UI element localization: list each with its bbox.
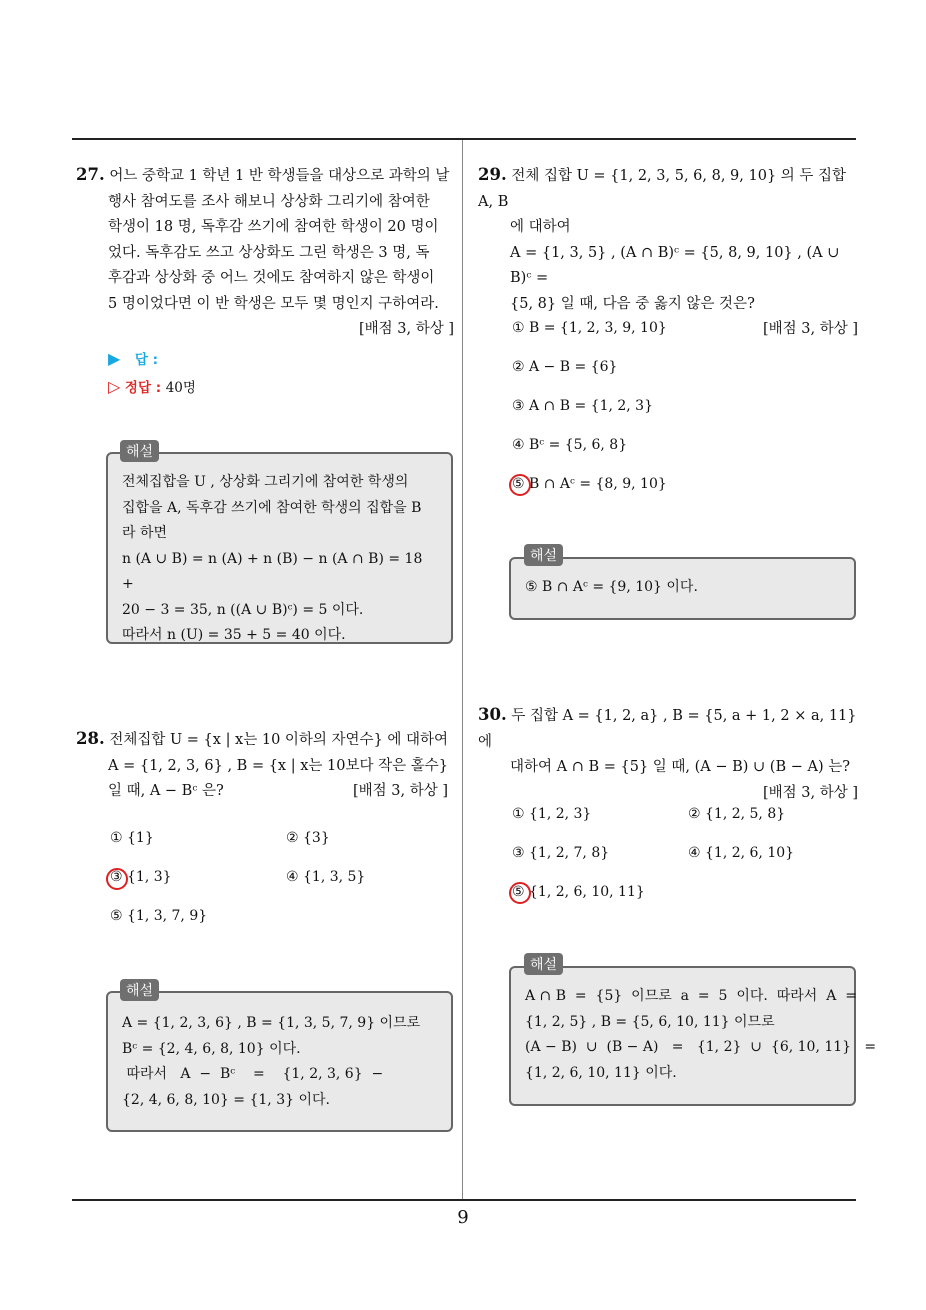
choice-1[interactable]: ① {1, 2, 3}	[512, 806, 592, 822]
choice-number: ⑤	[512, 476, 525, 492]
question-number: 27.	[76, 165, 105, 184]
explanation-line: 라 하면	[122, 525, 168, 541]
choice-5[interactable]: ⑤ {1, 3, 7, 9}	[110, 908, 208, 924]
question-text-line: A = {1, 2, 3, 6} , B = {x | x는 10보다 작은 홀수}	[108, 757, 448, 774]
question-number: 29.	[478, 165, 507, 184]
choice-4[interactable]: ④ {1, 3, 5}	[286, 869, 366, 885]
score-label: [배점 3, 하상 ]	[762, 321, 858, 337]
explanation-tag: 해설	[524, 544, 563, 566]
question-text-line: 일 때, A − Bᶜ 은?	[108, 783, 224, 799]
explanation-line: Bᶜ = {2, 4, 6, 8, 10} 이다.	[122, 1040, 301, 1057]
explanation-line: ⑤ B ∩ Aᶜ = {9, 10} 이다.	[525, 579, 698, 595]
page-number: 9	[457, 1207, 469, 1228]
choice-number: ③	[110, 869, 123, 885]
question-text-line: 대하여 A ∩ B = {5} 일 때, (A − B) ∪ (B − A) 는?	[510, 759, 850, 775]
explanation-box-29	[509, 557, 856, 620]
explanation-line: 전체집합을 U , 상상화 그리기에 참여한 학생의	[122, 474, 409, 490]
question-text-line: 5 명이었다면 이 반 학생은 모두 몇 명인지 구하여라.	[108, 295, 439, 312]
question-number: 30.	[478, 705, 507, 724]
question-text-line: 었다. 독후감도 쓰고 상상화도 그린 학생은 3 명, 독	[108, 244, 430, 261]
question-text-line: 에 대하여	[510, 219, 571, 235]
column-divider	[462, 140, 463, 1201]
question-text-line: 행사 참여도를 조사 해보니 상상화 그리기에 참여한	[108, 193, 430, 210]
selected-circle-icon	[509, 474, 531, 496]
choice-text: {1, 2, 6, 10, 11}	[529, 884, 645, 900]
explanation-line: A ∩ B = {5} 이므로 a = 5 이다. 따라서 A =	[525, 988, 857, 1004]
explanation-line: 따라서 A − Bᶜ = {1, 2, 3, 6} −	[122, 1066, 384, 1082]
choice-1[interactable]: ① B = {1, 2, 3, 9, 10}	[512, 320, 667, 336]
explanation-line: 20 − 3 = 35, n ((A ∪ B)ᶜ) = 5 이다.	[122, 601, 364, 618]
choice-3[interactable]: ③ {1, 2, 7, 8}	[512, 845, 610, 861]
play-icon: ▶	[108, 349, 121, 368]
question-text-line: 전체 집합 U = {1, 2, 3, 5, 6, 8, 9, 10} 의 두 집합 A, B	[478, 168, 847, 210]
question-28	[76, 726, 454, 805]
choice-1[interactable]: ① {1}	[110, 830, 154, 846]
question-30	[478, 702, 858, 806]
question-text-line: 두 집합 A = {1, 2, a} , B = {5, a + 1, 2 × a, 11} 에	[478, 708, 857, 750]
answer-label: 답 :	[134, 352, 159, 368]
score-label: [배점 3, 하상 ]	[762, 784, 858, 801]
question-29	[478, 162, 858, 343]
correct-label: 정답 :	[124, 380, 162, 396]
choice-5[interactable]	[512, 476, 667, 492]
answer-row	[108, 348, 158, 368]
explanation-box-27	[106, 452, 453, 644]
explanation-line: n (A ∪ B) = n (A) + n (B) − n (A ∩ B) = 18 +	[122, 550, 423, 592]
explanation-tag: 해설	[120, 440, 159, 462]
correct-value: 40명	[165, 380, 196, 396]
top-rule	[72, 138, 856, 140]
choice-4[interactable]: ④ Bᶜ = {5, 6, 8}	[512, 437, 628, 453]
explanation-box-28	[106, 991, 453, 1132]
choice-2[interactable]: ② {3}	[286, 830, 330, 846]
explanation-line: {1, 2, 6, 10, 11} 이다.	[525, 1064, 677, 1081]
selected-circle-icon	[509, 882, 531, 904]
explanation-box-30	[509, 966, 877, 1106]
explanation-line: 따라서 n (U) = 35 + 5 = 40 이다.	[122, 627, 346, 643]
explanation-line: {1, 2, 5} , B = {5, 6, 10, 11} 이므로	[525, 1013, 775, 1030]
question-number: 28.	[76, 729, 105, 748]
question-text-line: 학생이 18 명, 독후감 쓰기에 참여한 학생이 20 명이	[108, 219, 439, 235]
question-text-line: 후감과 상상화 중 어느 것에도 참여하지 않은 학생이	[108, 270, 435, 286]
choice-4[interactable]: ④ {1, 2, 6, 10}	[688, 845, 795, 861]
explanation-line: A = {1, 2, 3, 6} , B = {1, 3, 5, 7, 9} 이므로	[122, 1015, 421, 1031]
score-label: [배점 3, 하상 ]	[358, 321, 454, 337]
choice-number: ⑤	[512, 884, 525, 900]
explanation-tag: 해설	[524, 953, 563, 975]
choice-2[interactable]: ② A − B = {6}	[512, 359, 618, 375]
explanation-line: (A − B) ∪ (B − A) = {1, 2} ∪ {6, 10, 11} =	[525, 1039, 877, 1055]
choice-3[interactable]: ③ A ∩ B = {1, 2, 3}	[512, 398, 653, 414]
question-text-line: 전체집합 U = {x | x는 10 이하의 자연수} 에 대하여	[109, 732, 449, 748]
question-text-line: A = {1, 3, 5} , (A ∩ B)ᶜ = {5, 8, 9, 10} , (A ∪ B)ᶜ =	[510, 244, 840, 286]
choice-2[interactable]: ② {1, 2, 5, 8}	[688, 806, 786, 822]
question-27	[76, 162, 454, 343]
choice-text: {1, 3}	[127, 869, 172, 885]
choice-5[interactable]	[512, 884, 645, 900]
question-text-line: {5, 8} 일 때, 다음 중 옳지 않은 것은?	[510, 295, 755, 312]
play-outline-icon: ▷	[108, 377, 121, 396]
selected-circle-icon	[106, 868, 128, 890]
score-label: [배점 3, 하상 ]	[352, 783, 448, 799]
question-text-line: 어느 중학교 1 학년 1 반 학생들을 대상으로 과학의 날	[109, 168, 450, 184]
explanation-line: {2, 4, 6, 8, 10} = {1, 3} 이다.	[122, 1091, 330, 1108]
explanation-tag: 해설	[120, 979, 159, 1001]
choice-text: B ∩ Aᶜ = {8, 9, 10}	[529, 476, 667, 492]
explanation-line: 집합을 A, 독후감 쓰기에 참여한 학생의 집합을 B	[122, 499, 422, 516]
bottom-rule	[72, 1199, 856, 1201]
correct-answer-row	[108, 376, 196, 396]
